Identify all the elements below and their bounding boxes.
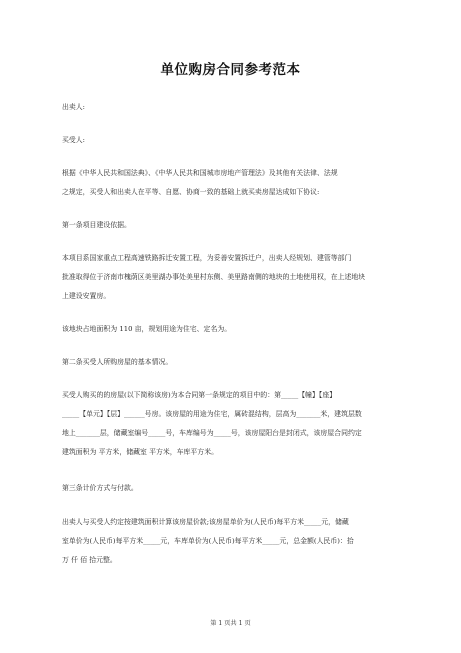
buyer-label: 买受人: — [62, 136, 85, 144]
intro-line-1: 根据《中华人民共和国法典》、《中华人民共和国城市房地产管理法》及其他有关法律、法规 — [62, 169, 338, 177]
intro-line-2: 之规定，买受人和出卖人在平等、自愿、协商一致的基础上就买卖房屋达成如下协议: — [62, 188, 320, 196]
article2-line-4: 建筑面积为 平方米，储藏室 平方米，车库平方米。 — [62, 448, 218, 456]
article3-heading: 第三条计价方式与付款。 — [62, 484, 138, 492]
article3-line-3: 万 仟 佰 拾元整。 — [62, 556, 117, 564]
article1-paragraph-line-2: 批准取得位于济南市槐荫区美里湖办事处美里村东侧、美里路南侧的地块的土地使用权，在上述地块 — [62, 273, 366, 281]
article1-paragraph-line-1: 本项目系国家重点工程高速铁路拆迁安置工程，为妥善安置拆迁户，出卖人经规划、建管等部门 — [62, 254, 352, 262]
page-footer: 第 1 页共 1 页 — [210, 620, 251, 627]
article3-line-1: 出卖人与买受人约定按建筑面积计算该房屋价款;该房屋单价为(人民币)每平方米_____元，储藏 — [62, 518, 349, 526]
article2-heading: 第二条买受人所购房屋的基本情况。 — [62, 358, 173, 366]
article1-area-paragraph: 该地块占地面积为 110 亩，规划用途为住宅、定名为。 — [62, 325, 232, 333]
document-title: 单位购房合同参考范本 — [160, 62, 301, 78]
article1-heading: 第一条项目建设依据。 — [62, 221, 131, 229]
article3-line-2: 室单价为(人民币)每平方米_____元，车库单价为(人民币)每平方米_____元，总金额(人民币)：拾 — [62, 537, 354, 545]
article2-line-1: 买受人购买的的房屋(以下简称该房)为本合同第一条规定的项目中的：第_____【幢】【座】 — [62, 391, 337, 399]
seller-label: 出卖人: — [62, 103, 85, 111]
article1-paragraph-line-3: 上建设安置房。 — [62, 292, 111, 300]
article2-line-3: 地上_______层，储藏室编号_____号，车库编号为_____号，该房屋阳台是封闭式，该房屋合同约定 — [62, 429, 362, 437]
article2-line-2: _____【单元】【层】______号房。该房屋的用途为住宅，属砖混结构，层高为_______米，建筑层数 — [62, 410, 362, 418]
